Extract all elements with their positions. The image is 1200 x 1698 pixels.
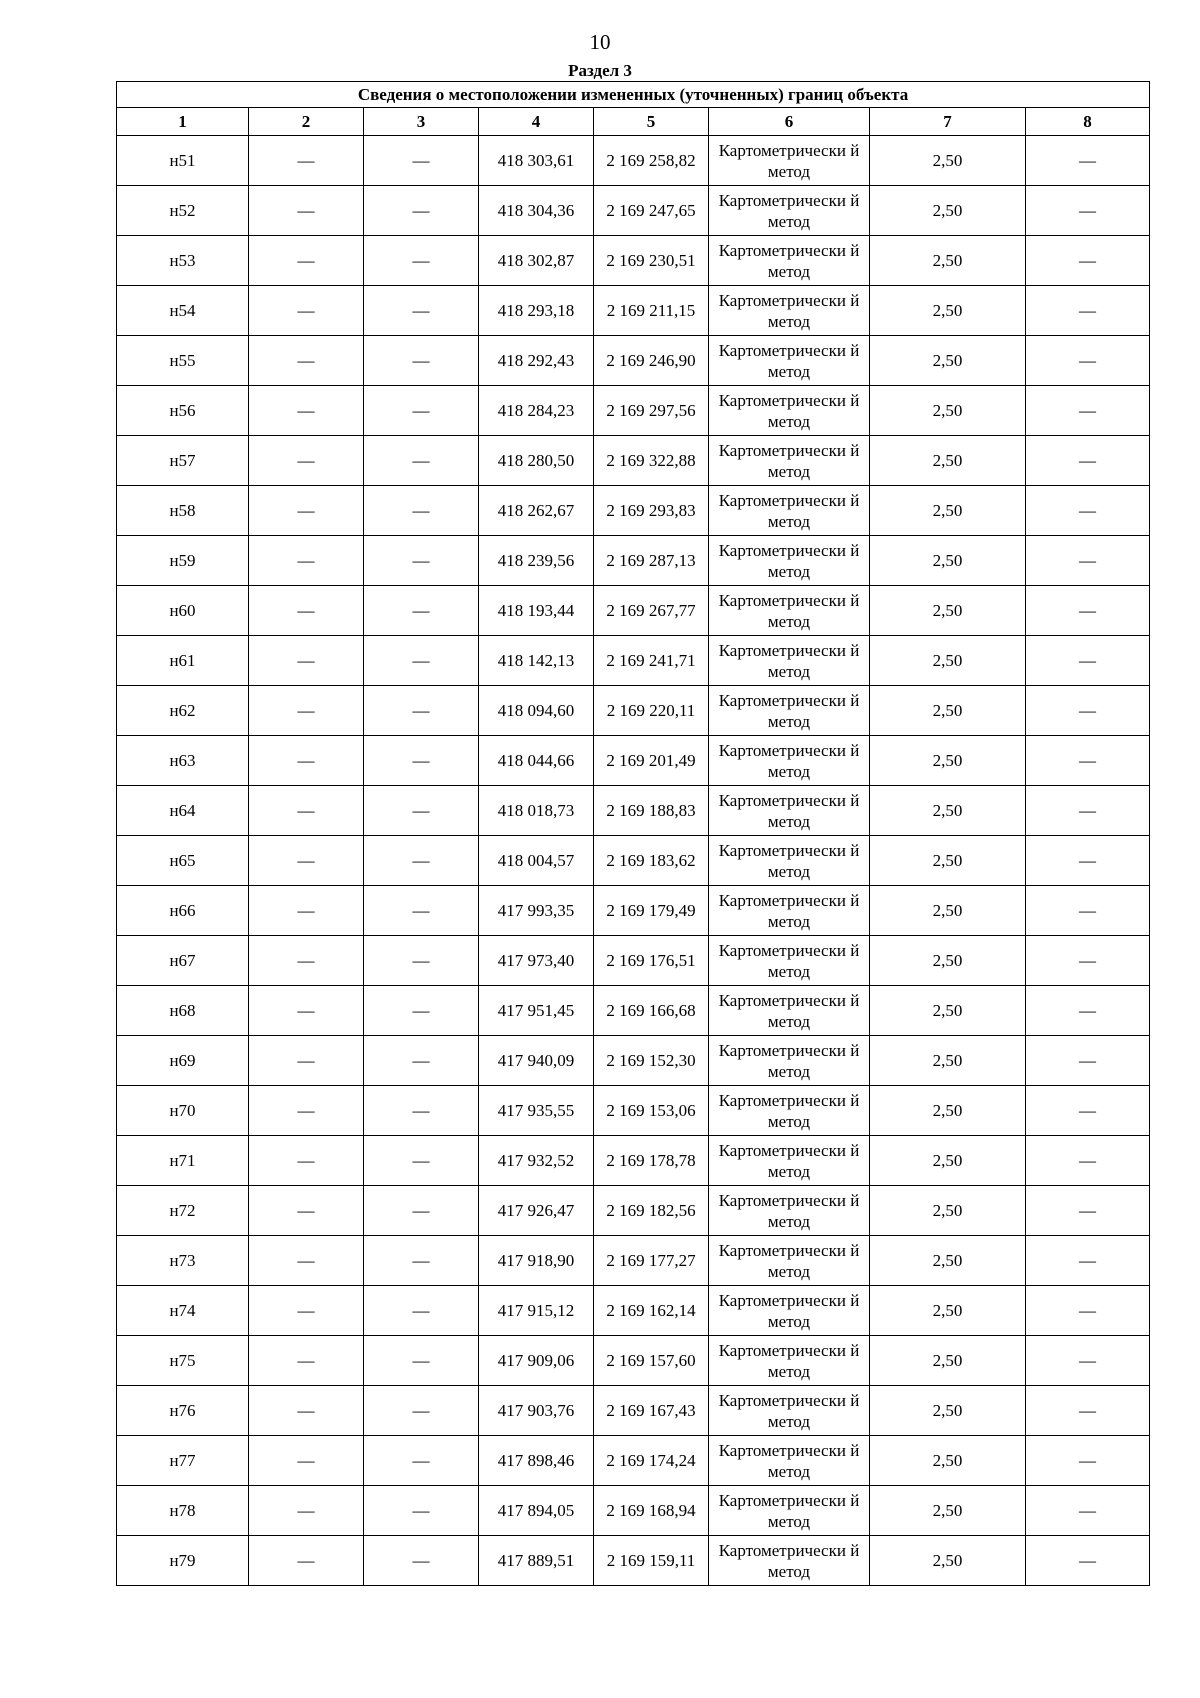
column-3-cell: —	[364, 336, 479, 386]
column-3-cell: —	[364, 186, 479, 236]
column-3-cell: —	[364, 1136, 479, 1186]
section-title: Раздел 3	[568, 61, 632, 80]
column-8-cell: —	[1026, 1286, 1150, 1336]
column-3-cell: —	[364, 786, 479, 836]
column-3-cell: —	[364, 1536, 479, 1586]
y-coordinate-cell: 2 169 159,11	[594, 1536, 709, 1586]
point-name-cell: н68	[117, 986, 249, 1036]
point-name-cell: н62	[117, 686, 249, 736]
method-cell: Картометрически й метод	[709, 1486, 870, 1536]
x-coordinate-cell: 417 898,46	[479, 1436, 594, 1486]
table-row	[117, 786, 1150, 836]
y-coordinate-cell: 2 169 220,11	[594, 686, 709, 736]
accuracy-cell: 2,50	[870, 1386, 1026, 1436]
y-coordinate-cell: 2 169 258,82	[594, 136, 709, 186]
accuracy-cell: 2,50	[870, 936, 1026, 986]
method-cell: Картометрически й метод	[709, 186, 870, 236]
column-8-cell: —	[1026, 386, 1150, 436]
table-body	[117, 136, 1150, 1586]
method-cell: Картометрически й метод	[709, 536, 870, 586]
x-coordinate-cell: 418 193,44	[479, 586, 594, 636]
column-8-cell: —	[1026, 236, 1150, 286]
column-2-cell: —	[249, 1436, 364, 1486]
point-name-cell: н67	[117, 936, 249, 986]
method-cell: Картометрически й метод	[709, 636, 870, 686]
column-3-cell: —	[364, 1186, 479, 1236]
accuracy-cell: 2,50	[870, 686, 1026, 736]
column-8-cell: —	[1026, 586, 1150, 636]
column-3-cell: —	[364, 836, 479, 886]
point-name-cell: н69	[117, 1036, 249, 1086]
column-3-cell: —	[364, 586, 479, 636]
column-2-cell: —	[249, 786, 364, 836]
method-cell: Картометрически й метод	[709, 1286, 870, 1336]
column-2-cell: —	[249, 636, 364, 686]
y-coordinate-cell: 2 169 162,14	[594, 1286, 709, 1336]
table-caption: Сведения о местоположении измененных (уточненных) границ объекта	[117, 82, 1150, 108]
point-name-cell: н72	[117, 1186, 249, 1236]
table-row	[117, 386, 1150, 436]
method-cell: Картометрически й метод	[709, 436, 870, 486]
column-2-cell: —	[249, 286, 364, 336]
x-coordinate-cell: 418 262,67	[479, 486, 594, 536]
table-row	[117, 986, 1150, 1036]
column-3-cell: —	[364, 136, 479, 186]
table-row	[117, 636, 1150, 686]
accuracy-cell: 2,50	[870, 1286, 1026, 1336]
table-row	[117, 1136, 1150, 1186]
table-row	[117, 686, 1150, 736]
accuracy-cell: 2,50	[870, 536, 1026, 586]
column-2-cell: —	[249, 1386, 364, 1436]
x-coordinate-cell: 417 926,47	[479, 1186, 594, 1236]
point-name-cell: н61	[117, 636, 249, 686]
method-cell: Картометрически й метод	[709, 486, 870, 536]
y-coordinate-cell: 2 169 183,62	[594, 836, 709, 886]
table-row	[117, 1086, 1150, 1136]
column-2-cell: —	[249, 536, 364, 586]
point-name-cell: н55	[117, 336, 249, 386]
column-2-cell: —	[249, 1086, 364, 1136]
column-2-cell: —	[249, 936, 364, 986]
accuracy-cell: 2,50	[870, 786, 1026, 836]
y-coordinate-cell: 2 169 166,68	[594, 986, 709, 1036]
y-coordinate-cell: 2 169 178,78	[594, 1136, 709, 1186]
x-coordinate-cell: 417 903,76	[479, 1386, 594, 1436]
accuracy-cell: 2,50	[870, 1336, 1026, 1386]
table-row	[117, 186, 1150, 236]
column-2-cell: —	[249, 1136, 364, 1186]
y-coordinate-cell: 2 169 182,56	[594, 1186, 709, 1236]
accuracy-cell: 2,50	[870, 736, 1026, 786]
column-number: 1	[117, 108, 249, 136]
method-cell: Картометрически й метод	[709, 1136, 870, 1186]
method-cell: Картометрически й метод	[709, 1186, 870, 1236]
column-2-cell: —	[249, 986, 364, 1036]
y-coordinate-cell: 2 169 322,88	[594, 436, 709, 486]
table-row	[117, 1536, 1150, 1586]
column-3-cell: —	[364, 686, 479, 736]
column-8-cell: —	[1026, 1086, 1150, 1136]
column-number: 6	[709, 108, 870, 136]
point-name-cell: н64	[117, 786, 249, 836]
y-coordinate-cell: 2 169 157,60	[594, 1336, 709, 1386]
column-8-cell: —	[1026, 286, 1150, 336]
accuracy-cell: 2,50	[870, 1036, 1026, 1086]
column-number: 7	[870, 108, 1026, 136]
column-3-cell: —	[364, 636, 479, 686]
point-name-cell: н52	[117, 186, 249, 236]
accuracy-cell: 2,50	[870, 336, 1026, 386]
x-coordinate-cell: 418 293,18	[479, 286, 594, 336]
table-row	[117, 736, 1150, 786]
method-cell: Картометрически й метод	[709, 686, 870, 736]
point-name-cell: н54	[117, 286, 249, 336]
table-row	[117, 236, 1150, 286]
method-cell: Картометрически й метод	[709, 1436, 870, 1486]
accuracy-cell: 2,50	[870, 1486, 1026, 1536]
x-coordinate-cell: 417 932,52	[479, 1136, 594, 1186]
column-2-cell: —	[249, 236, 364, 286]
column-2-cell: —	[249, 1286, 364, 1336]
x-coordinate-cell: 418 018,73	[479, 786, 594, 836]
point-name-cell: н65	[117, 836, 249, 886]
x-coordinate-cell: 418 302,87	[479, 236, 594, 286]
x-coordinate-cell: 417 993,35	[479, 886, 594, 936]
method-cell: Картометрически й метод	[709, 336, 870, 386]
method-cell: Картометрически й метод	[709, 986, 870, 1036]
accuracy-cell: 2,50	[870, 286, 1026, 336]
y-coordinate-cell: 2 169 188,83	[594, 786, 709, 836]
point-name-cell: н51	[117, 136, 249, 186]
y-coordinate-cell: 2 169 201,49	[594, 736, 709, 786]
point-name-cell: н76	[117, 1386, 249, 1436]
column-8-cell: —	[1026, 736, 1150, 786]
method-cell: Картометрически й метод	[709, 386, 870, 436]
point-name-cell: н77	[117, 1436, 249, 1486]
method-cell: Картометрически й метод	[709, 236, 870, 286]
x-coordinate-cell: 418 280,50	[479, 436, 594, 486]
table-row	[117, 136, 1150, 186]
method-cell: Картометрически й метод	[709, 836, 870, 886]
y-coordinate-cell: 2 169 152,30	[594, 1036, 709, 1086]
method-cell: Картометрически й метод	[709, 136, 870, 186]
column-number: 2	[249, 108, 364, 136]
accuracy-cell: 2,50	[870, 1186, 1026, 1236]
column-8-cell: —	[1026, 1186, 1150, 1236]
y-coordinate-cell: 2 169 230,51	[594, 236, 709, 286]
column-3-cell: —	[364, 736, 479, 786]
x-coordinate-cell: 418 094,60	[479, 686, 594, 736]
method-cell: Картометрически й метод	[709, 886, 870, 936]
column-2-cell: —	[249, 1236, 364, 1286]
point-name-cell: н71	[117, 1136, 249, 1186]
page-number: 10	[589, 30, 611, 54]
x-coordinate-cell: 418 284,23	[479, 386, 594, 436]
column-8-cell: —	[1026, 1136, 1150, 1186]
x-coordinate-cell: 418 142,13	[479, 636, 594, 686]
y-coordinate-cell: 2 169 267,77	[594, 586, 709, 636]
column-8-cell: —	[1026, 836, 1150, 886]
column-3-cell: —	[364, 236, 479, 286]
point-name-cell: н74	[117, 1286, 249, 1336]
y-coordinate-cell: 2 169 211,15	[594, 286, 709, 336]
point-name-cell: н59	[117, 536, 249, 586]
column-3-cell: —	[364, 386, 479, 436]
column-8-cell: —	[1026, 436, 1150, 486]
x-coordinate-cell: 418 304,36	[479, 186, 594, 236]
accuracy-cell: 2,50	[870, 136, 1026, 186]
accuracy-cell: 2,50	[870, 586, 1026, 636]
column-8-cell: —	[1026, 136, 1150, 186]
column-2-cell: —	[249, 736, 364, 786]
y-coordinate-cell: 2 169 168,94	[594, 1486, 709, 1536]
accuracy-cell: 2,50	[870, 486, 1026, 536]
column-3-cell: —	[364, 436, 479, 486]
column-number: 5	[594, 108, 709, 136]
accuracy-cell: 2,50	[870, 186, 1026, 236]
x-coordinate-cell: 417 915,12	[479, 1286, 594, 1336]
accuracy-cell: 2,50	[870, 1436, 1026, 1486]
column-3-cell: —	[364, 1286, 479, 1336]
table-row	[117, 1336, 1150, 1386]
table-row	[117, 1036, 1150, 1086]
column-8-cell: —	[1026, 1436, 1150, 1486]
point-name-cell: н79	[117, 1536, 249, 1586]
column-3-cell: —	[364, 1036, 479, 1086]
column-8-cell: —	[1026, 686, 1150, 736]
method-cell: Картометрически й метод	[709, 936, 870, 986]
y-coordinate-cell: 2 169 153,06	[594, 1086, 709, 1136]
table-row	[117, 1486, 1150, 1536]
x-coordinate-cell: 417 940,09	[479, 1036, 594, 1086]
accuracy-cell: 2,50	[870, 236, 1026, 286]
table-row	[117, 1386, 1150, 1436]
column-2-cell: —	[249, 186, 364, 236]
x-coordinate-cell: 417 951,45	[479, 986, 594, 1036]
method-cell: Картометрически й метод	[709, 1536, 870, 1586]
column-8-cell: —	[1026, 1336, 1150, 1386]
y-coordinate-cell: 2 169 179,49	[594, 886, 709, 936]
accuracy-cell: 2,50	[870, 386, 1026, 436]
column-8-cell: —	[1026, 886, 1150, 936]
x-coordinate-cell: 418 004,57	[479, 836, 594, 886]
point-name-cell: н56	[117, 386, 249, 436]
column-8-cell: —	[1026, 536, 1150, 586]
accuracy-cell: 2,50	[870, 1236, 1026, 1286]
table-caption-row	[117, 82, 1150, 108]
point-name-cell: н58	[117, 486, 249, 536]
point-name-cell: н63	[117, 736, 249, 786]
column-2-cell: —	[249, 486, 364, 536]
accuracy-cell: 2,50	[870, 886, 1026, 936]
column-2-cell: —	[249, 336, 364, 386]
accuracy-cell: 2,50	[870, 1086, 1026, 1136]
method-cell: Картометрически й метод	[709, 1086, 870, 1136]
y-coordinate-cell: 2 169 297,56	[594, 386, 709, 436]
column-8-cell: —	[1026, 1386, 1150, 1436]
table-row	[117, 1436, 1150, 1486]
table-row	[117, 436, 1150, 486]
method-cell: Картометрически й метод	[709, 1036, 870, 1086]
column-2-cell: —	[249, 1186, 364, 1236]
method-cell: Картометрически й метод	[709, 1336, 870, 1386]
table-row	[117, 1236, 1150, 1286]
y-coordinate-cell: 2 169 241,71	[594, 636, 709, 686]
method-cell: Картометрически й метод	[709, 1386, 870, 1436]
method-cell: Картометрически й метод	[709, 736, 870, 786]
x-coordinate-cell: 417 889,51	[479, 1536, 594, 1586]
y-coordinate-cell: 2 169 287,13	[594, 536, 709, 586]
y-coordinate-cell: 2 169 246,90	[594, 336, 709, 386]
column-8-cell: —	[1026, 636, 1150, 686]
column-3-cell: —	[364, 936, 479, 986]
column-8-cell: —	[1026, 186, 1150, 236]
column-8-cell: —	[1026, 786, 1150, 836]
column-2-cell: —	[249, 1486, 364, 1536]
column-8-cell: —	[1026, 1536, 1150, 1586]
x-coordinate-cell: 417 909,06	[479, 1336, 594, 1386]
column-8-cell: —	[1026, 1036, 1150, 1086]
column-number: 3	[364, 108, 479, 136]
x-coordinate-cell: 418 292,43	[479, 336, 594, 386]
column-8-cell: —	[1026, 1486, 1150, 1536]
accuracy-cell: 2,50	[870, 636, 1026, 686]
column-3-cell: —	[364, 486, 479, 536]
column-2-cell: —	[249, 886, 364, 936]
table-row	[117, 586, 1150, 636]
column-3-cell: —	[364, 986, 479, 1036]
column-2-cell: —	[249, 386, 364, 436]
x-coordinate-cell: 417 935,55	[479, 1086, 594, 1136]
column-3-cell: —	[364, 536, 479, 586]
column-2-cell: —	[249, 136, 364, 186]
column-number: 8	[1026, 108, 1150, 136]
accuracy-cell: 2,50	[870, 1536, 1026, 1586]
column-2-cell: —	[249, 1336, 364, 1386]
x-coordinate-cell: 418 044,66	[479, 736, 594, 786]
y-coordinate-cell: 2 169 177,27	[594, 1236, 709, 1286]
table-row	[117, 836, 1150, 886]
column-2-cell: —	[249, 686, 364, 736]
column-3-cell: —	[364, 1436, 479, 1486]
y-coordinate-cell: 2 169 247,65	[594, 186, 709, 236]
column-8-cell: —	[1026, 986, 1150, 1036]
table-row	[117, 1286, 1150, 1336]
x-coordinate-cell: 418 239,56	[479, 536, 594, 586]
point-name-cell: н75	[117, 1336, 249, 1386]
point-name-cell: н66	[117, 886, 249, 936]
accuracy-cell: 2,50	[870, 1136, 1026, 1186]
column-8-cell: —	[1026, 936, 1150, 986]
column-3-cell: —	[364, 1386, 479, 1436]
point-name-cell: н57	[117, 436, 249, 486]
method-cell: Картометрически й метод	[709, 1236, 870, 1286]
column-8-cell: —	[1026, 336, 1150, 386]
method-cell: Картометрически й метод	[709, 586, 870, 636]
y-coordinate-cell: 2 169 176,51	[594, 936, 709, 986]
column-3-cell: —	[364, 286, 479, 336]
table-row	[117, 936, 1150, 986]
column-number: 4	[479, 108, 594, 136]
point-name-cell: н70	[117, 1086, 249, 1136]
y-coordinate-cell: 2 169 293,83	[594, 486, 709, 536]
column-2-cell: —	[249, 836, 364, 886]
column-8-cell: —	[1026, 1236, 1150, 1286]
accuracy-cell: 2,50	[870, 836, 1026, 886]
y-coordinate-cell: 2 169 174,24	[594, 1436, 709, 1486]
column-3-cell: —	[364, 886, 479, 936]
x-coordinate-cell: 417 894,05	[479, 1486, 594, 1536]
y-coordinate-cell: 2 169 167,43	[594, 1386, 709, 1436]
point-name-cell: н73	[117, 1236, 249, 1286]
accuracy-cell: 2,50	[870, 436, 1026, 486]
point-name-cell: н60	[117, 586, 249, 636]
boundary-coordinates-table	[116, 81, 1150, 1586]
point-name-cell: н53	[117, 236, 249, 286]
x-coordinate-cell: 417 918,90	[479, 1236, 594, 1286]
table-row	[117, 486, 1150, 536]
column-2-cell: —	[249, 1036, 364, 1086]
table-row	[117, 336, 1150, 386]
x-coordinate-cell: 418 303,61	[479, 136, 594, 186]
column-3-cell: —	[364, 1236, 479, 1286]
table-row	[117, 1186, 1150, 1236]
column-2-cell: —	[249, 1536, 364, 1586]
method-cell: Картометрически й метод	[709, 286, 870, 336]
x-coordinate-cell: 417 973,40	[479, 936, 594, 986]
method-cell: Картометрически й метод	[709, 786, 870, 836]
column-8-cell: —	[1026, 486, 1150, 536]
accuracy-cell: 2,50	[870, 986, 1026, 1036]
column-3-cell: —	[364, 1086, 479, 1136]
column-2-cell: —	[249, 586, 364, 636]
table-row	[117, 536, 1150, 586]
column-number-row	[117, 108, 1150, 136]
point-name-cell: н78	[117, 1486, 249, 1536]
column-3-cell: —	[364, 1486, 479, 1536]
table-row	[117, 286, 1150, 336]
column-3-cell: —	[364, 1336, 479, 1386]
column-2-cell: —	[249, 436, 364, 486]
table-row	[117, 886, 1150, 936]
